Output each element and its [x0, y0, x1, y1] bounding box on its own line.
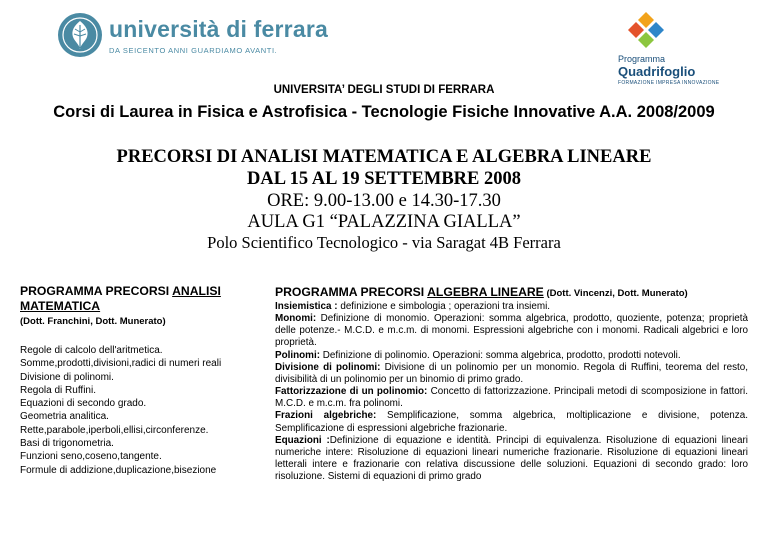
- algebra-programme: [275, 285, 748, 483]
- analysis-authors: (Dott. Franchini, Dott. Munerato): [20, 316, 166, 327]
- university-logo: [57, 12, 328, 60]
- analysis-programme: [20, 284, 245, 477]
- algebra-authors: (Dott. Vincenzi, Dott. Munerato): [543, 288, 688, 299]
- event-hours: ORE: 9.00-13.00 e 14.30-17.30: [267, 191, 501, 211]
- analysis-topics-list: [20, 344, 245, 477]
- university-seal-icon: [57, 12, 103, 58]
- analysis-programme-title: PROGRAMMA PRECORSI ANALISI MATEMATICA: [20, 284, 221, 313]
- list-item: Funzioni seno,coseno,tangente.: [20, 451, 162, 463]
- topic-paragraph: Fattorizzazione di un polinomio: Concetto di fattorizzazione. Principali metodi di scomposizione in fattori. M.C.D. e m.c.m. fra polinomi.: [275, 386, 748, 410]
- institution-heading: UNIVERSITA’ DEGLI STUDI DI FERRARA: [273, 84, 495, 96]
- list-item: Somme,prodotti,divisioni,radici di numeri reali: [20, 358, 222, 370]
- event-dates: DAL 15 AL 19 SETTEMBRE 2008: [247, 169, 521, 189]
- four-leaf-clover-icon: [624, 8, 668, 52]
- topic-paragraph: Equazioni :Definizione di equazione e identità. Principi di equivalenza. Risoluzione di equazioni lineari numeriche intere: Risoluzione di equazioni lineari numeriche frazionarie. Risoluzione di equazioni lineari letterali intere e frazionarie con relativa discussione delle soluzioni. Equazioni di secondo grado: loro risoluzione. Sistemi di equazioni di primo grado: [275, 434, 748, 483]
- event-venue: Polo Scientifico Tecnologico - via Saragat 4B Ferrara: [207, 233, 561, 252]
- list-item: Basi di trigonometria.: [20, 438, 114, 450]
- list-item: Rette,parabole,iperboli,ellisi,circonferenze.: [20, 424, 209, 436]
- course-heading: Corsi di Laurea in Fisica e Astrofisica - Tecnologie Fisiche Innovative A.A. 2008/2009: [53, 103, 715, 121]
- programme-logo: [614, 8, 720, 88]
- event-title: PRECORSI DI ANALISI MATEMATICA E ALGEBRA LINEARE: [116, 147, 652, 167]
- programme-label: Programma: [618, 54, 666, 64]
- topic-paragraph: Monomi: Definizione di monomio. Operazioni: somma algebrica, prodotto, quoziente, potenza; proprietà delle potenze.- M.C.D. e m.c.m. di monomi. Espressioni algebriche con i monomi. Radicali algebrici e loro proprietà.: [275, 313, 748, 349]
- list-item: Geometria analitica.: [20, 411, 109, 423]
- list-item: Formule di addizione,duplicazione,bisezione: [20, 464, 217, 476]
- list-item: Regola di Ruffini.: [20, 384, 96, 396]
- list-item: Equazioni di secondo grado.: [20, 398, 147, 410]
- event-room: AULA G1 “PALAZZINA GIALLA”: [247, 212, 521, 232]
- topic-paragraph: Frazioni algebriche: Semplificazione, somma algebrica, moltiplicazione e divisione, potenza. Semplificazione di espressioni algebriche frazionarie.: [275, 410, 748, 434]
- topic-paragraph: Polinomi: Definizione di polinomio. Operazioni: somma algebrica, prodotto, prodotti notevoli.: [275, 349, 681, 361]
- list-item: Regole di calcolo dell'aritmetica.: [20, 345, 163, 356]
- topic-paragraph: Insiemistica : definizione e simbologia ; operazioni tra insiemi.: [275, 301, 551, 312]
- list-item: Divisione di polinomi.: [20, 371, 114, 383]
- programme-tagline: FORMAZIONE IMPRESA INNOVAZIONE: [618, 80, 720, 86]
- programme-name: Quadrifoglio: [618, 64, 696, 79]
- university-motto: DA SEICENTO ANNI GUARDIAMO AVANTI.: [109, 46, 278, 55]
- topic-paragraph: Divisione di polinomi: Divisione di un polinomio per un monomio. Regola di Ruffini, teorema del resto, divisibilità di un polinomio per un binomio di primo grado.: [275, 361, 749, 385]
- algebra-topics: [275, 301, 748, 483]
- algebra-programme-title: PROGRAMMA PRECORSI ALGEBRA LINEARE (Dott. Vincenzi, Dott. Munerato): [275, 285, 688, 299]
- university-name: università di ferrara: [109, 16, 328, 42]
